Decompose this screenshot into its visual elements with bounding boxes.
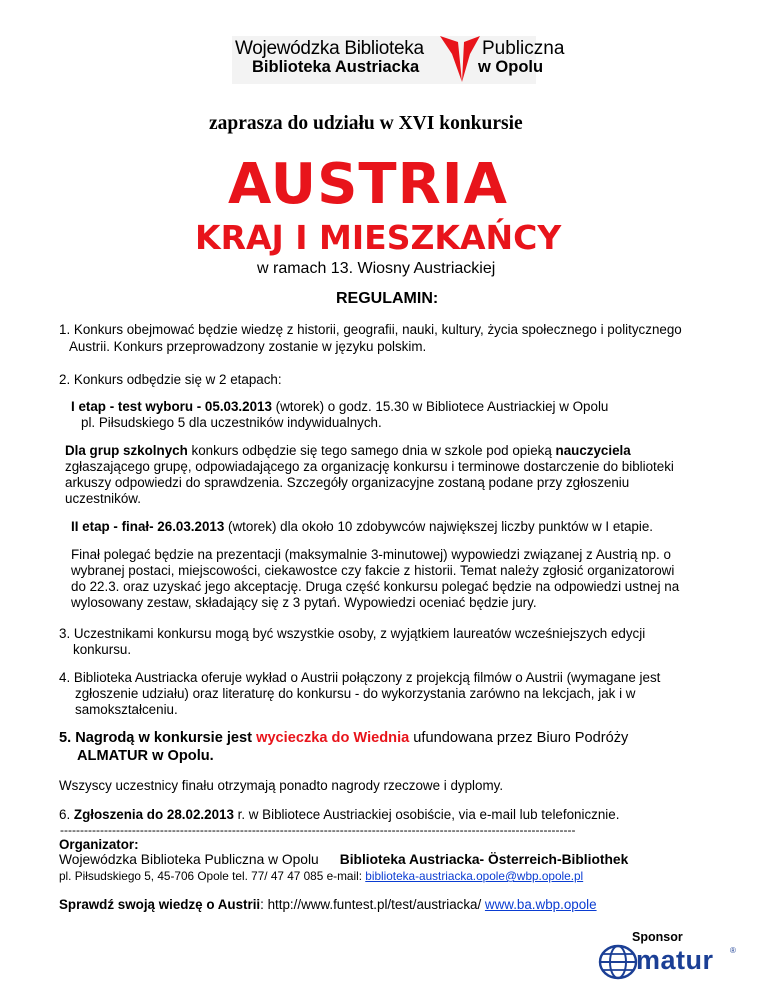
grupy-line-4: uczestników. — [65, 491, 141, 506]
rule-5-prize-label: Nagrodą w konkursie jest — [71, 730, 257, 746]
registered-mark-icon: ® — [730, 946, 736, 955]
etap-2-date: II etap - finał- 26.03.2013 — [71, 519, 225, 534]
logo-text-wojewodzka: Wojewódzka Biblioteka — [235, 38, 424, 59]
etap-1-date: I etap - test wyboru - 05.03.2013 — [71, 399, 272, 414]
nauczyciel-label: nauczyciela — [555, 443, 631, 458]
rule-2: 2. Konkurs odbędzie się w 2 etapach: — [59, 372, 282, 387]
final-line-2: wybranej postaci, miejscowości, ciekawostce czy fakcie z historii. Temat należy zgłosić organizatorowi — [71, 563, 675, 578]
rule-5-sponsor-text: ufundowana przez Biuro Podróży — [409, 730, 629, 746]
grupy-mid-text: konkurs odbędzie się tego samego dnia w szkole pod opieką — [187, 443, 556, 458]
rule-6-line — [59, 807, 619, 823]
final-line-1: Finał polegać będzie na prezentacji (maksymalnie 3-minutowej) wypowiedzi związanej z Austrią np. o — [71, 547, 671, 562]
funtest-url: : http://www.funtest.pl/test/austriacka/ — [260, 897, 485, 912]
rule-1-line-1: 1. Konkurs obejmować będzie wiedzę z historii, geografii, nauki, kultury, życia społecznego i politycznego — [59, 322, 682, 337]
almatur-globe-icon — [598, 944, 638, 980]
rule-6-number: 6. — [59, 807, 74, 822]
ba-website-link[interactable]: www.ba.wbp.opole — [484, 897, 597, 912]
rule-3-line-2: konkursu. — [73, 642, 132, 657]
rule-1-line-2: Austrii. Konkurs przeprowadzony zostanie w języku polskim. — [69, 339, 427, 354]
rule-3-line-1: 3. Uczestnikami konkursu mogą być wszystkie osoby, z wyjątkiem laureatów wcześniejszych edycji — [59, 626, 646, 641]
rule-4-line-3: samokształceniu. — [75, 702, 178, 717]
etap-2-details: (wtorek) dla około 10 zdobywców największej liczby punktów w I etapie. — [224, 519, 654, 534]
check-knowledge-line — [59, 897, 597, 913]
etap-1-line-2: pl. Piłsudskiego 5 dla uczestników indywidualnych. — [81, 415, 382, 430]
organizer-line — [59, 852, 628, 867]
rule-5-prize-trip: wycieczka do Wiednia — [256, 730, 410, 746]
check-knowledge-label: Sprawdź swoją wiedzę o Austrii — [59, 897, 261, 912]
grupy-line-3: arkuszy odpowiedzi do sprawdzenia. Szczegóły organizacyjne zostaną podane przy zgłoszeniu — [65, 475, 630, 490]
email-link[interactable]: biblioteka-austriacka.opole@wbp.opole.pl — [365, 869, 584, 883]
grupy-line-2: zgłaszającego grupę, odpowiadającego za organizację konkursu i terminowe dostarczenie do biblioteki — [65, 459, 674, 474]
logo-text-w-opolu: w Opolu — [478, 58, 544, 76]
organizer-address-line — [59, 869, 583, 883]
subtitle: w ramach 13. Wiosny Austriackiej — [257, 260, 496, 277]
grupy-szkolne-label: Dla grup szkolnych — [65, 443, 188, 458]
sponsor-label: Sponsor — [632, 930, 683, 944]
rule-5-line-1 — [59, 729, 628, 747]
rule-5-number: 5. — [59, 730, 72, 746]
final-line-4: wylosowany zestaw, składający się z 3 pytań. Wypowiedzi oceniać będzie jury. — [71, 595, 537, 610]
rule-6-deadline: Zgłoszenia do 28.02.2013 — [73, 807, 234, 822]
prizes-note: Wszyscy uczestnicy finału otrzymają ponadto nagrody rzeczowe i dyplomy. — [59, 778, 504, 793]
rule-6-details: r. w Bibliotece Austriackiej osobiście, via e-mail lub telefonicznie. — [233, 807, 620, 822]
final-line-3: do 22.3. oraz uzyskać jego akceptację. Druga część konkursu polegać będzie na odpowiedzi ustnej na — [71, 579, 680, 594]
organizer-label: Organizator: — [59, 837, 139, 852]
organizer-ba: Biblioteka Austriacka- Österreich-Bibliothek — [339, 852, 629, 867]
regulamin-heading: REGULAMIN: — [336, 290, 439, 307]
logo-text-biblioteka-austriacka: Biblioteka Austriacka — [252, 58, 420, 76]
rule-4-line-2: zgłoszenie udziału) oraz literaturę do konkursu - do wykorzystania zarówno na lekcjach, jak i w — [75, 686, 636, 701]
organizer-address: pl. Piłsudskiego 5, 45-706 Opole tel. 77/ 47 47 085 e-mail: — [59, 869, 366, 883]
title-kraj-i-mieszkancy: KRAJ I MIESZKAŃCY — [195, 218, 562, 257]
title-austria: AUSTRIA — [228, 152, 508, 217]
rule-4-line-1: 4. Biblioteka Austriacka oferuje wykład o Austrii połączony z projekcją filmów o Austrii (wymagane jest — [59, 670, 661, 685]
invite-heading: zaprasza do udziału w XVI konkursie — [209, 113, 523, 134]
library-logo-icon — [438, 34, 482, 84]
etap-1-line-1 — [71, 399, 608, 415]
sponsor-logo-text: matur — [636, 945, 714, 975]
rule-5-line-2: ALMATUR w Opolu. — [77, 748, 214, 764]
etap-2-line — [71, 519, 653, 535]
grupy-line-1 — [65, 443, 631, 459]
logo-text-publiczna: Publiczna — [482, 38, 565, 59]
etap-1-details: (wtorek) o godz. 15.30 w Bibliotece Austriackiej w Opolu — [271, 399, 609, 414]
organizer-wbp: Wojewódzka Biblioteka Publiczna w Opolu — [59, 852, 319, 867]
separator-line: --------------------------------------------------------------------------------------------------------------------------------- — [60, 823, 576, 837]
